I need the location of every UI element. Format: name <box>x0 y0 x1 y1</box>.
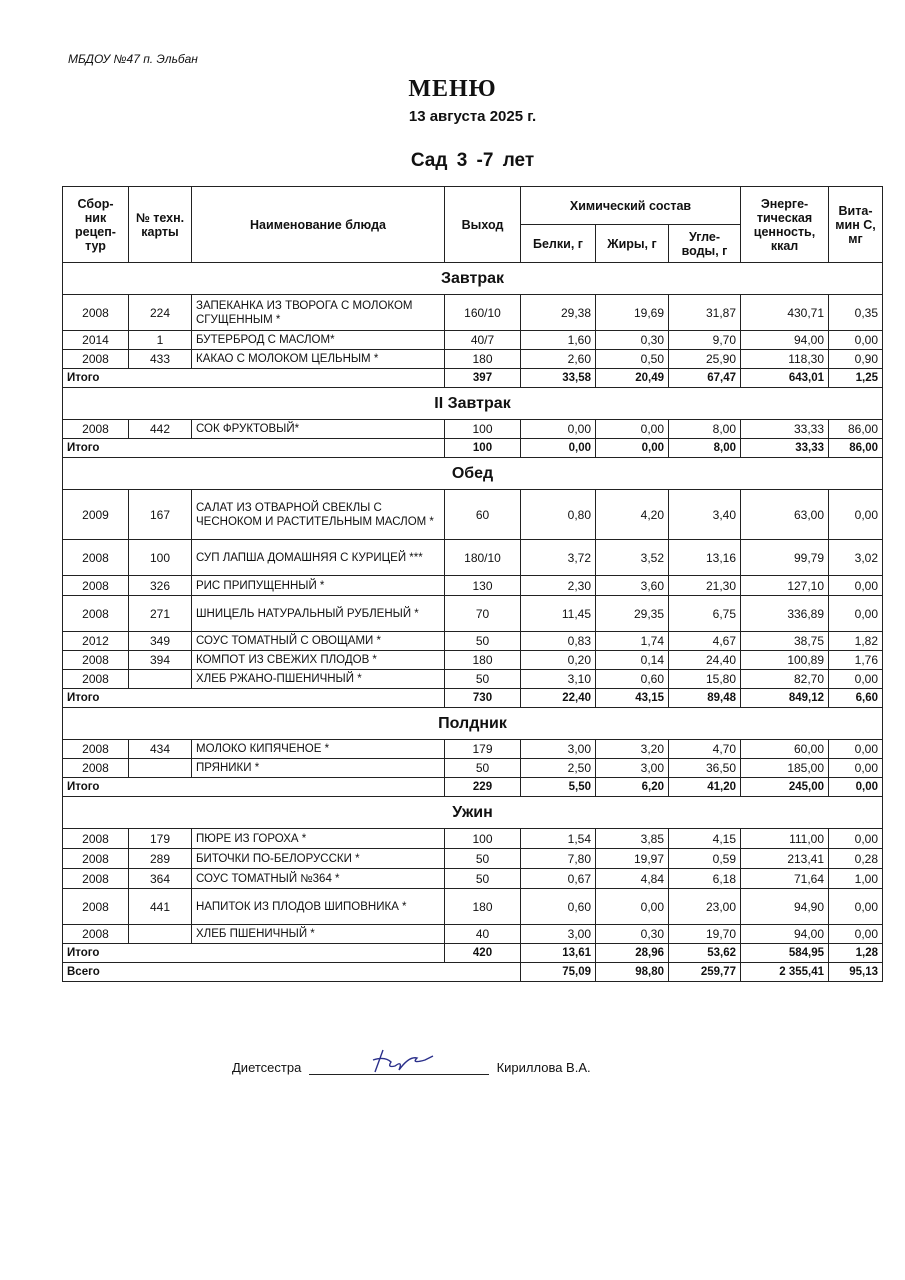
total-fat: 43,15 <box>596 689 669 708</box>
protein-value: 0,83 <box>521 632 596 651</box>
carbs-value: 36,50 <box>669 759 741 778</box>
energy-value: 38,75 <box>741 632 829 651</box>
protein-value: 29,38 <box>521 295 596 331</box>
fat-value: 19,97 <box>596 849 669 869</box>
grand-total-protein: 75,09 <box>521 963 596 982</box>
total-output: 730 <box>445 689 521 708</box>
total-fat: 20,49 <box>596 369 669 388</box>
fat-value: 29,35 <box>596 596 669 632</box>
energy-value: 100,89 <box>741 651 829 670</box>
dish-row <box>63 759 883 778</box>
protein-value: 7,80 <box>521 849 596 869</box>
protein-value: 3,00 <box>521 740 596 759</box>
carbs-value: 15,80 <box>669 670 741 689</box>
dish-output: 130 <box>445 576 521 596</box>
col-fat-header: Жиры, г <box>596 225 669 263</box>
grand-total-row <box>63 963 883 982</box>
signature-line <box>309 1060 489 1075</box>
fat-value: 0,50 <box>596 350 669 369</box>
total-vitamin-c: 1,28 <box>829 944 883 963</box>
recipe-collection: 2008 <box>63 889 129 925</box>
carbs-value: 21,30 <box>669 576 741 596</box>
recipe-collection: 2008 <box>63 651 129 670</box>
protein-value: 3,00 <box>521 925 596 944</box>
dish-name: ЗАПЕКАНКА ИЗ ТВОРОГА С МОЛОКОМ СГУЩЕННЫМ * <box>192 295 445 331</box>
dish-row <box>63 576 883 596</box>
col-card-header: № техн. карты <box>129 187 192 263</box>
recipe-collection: 2008 <box>63 869 129 889</box>
dish-row <box>63 651 883 670</box>
recipe-collection: 2008 <box>63 350 129 369</box>
protein-value: 0,60 <box>521 889 596 925</box>
dish-row <box>63 670 883 689</box>
vitamin-c-value: 0,00 <box>829 490 883 540</box>
dish-name: БУТЕРБРОД С МАСЛОМ* <box>192 331 445 350</box>
dish-output: 60 <box>445 490 521 540</box>
dish-output: 50 <box>445 759 521 778</box>
vitamin-c-value: 0,90 <box>829 350 883 369</box>
total-carbs: 89,48 <box>669 689 741 708</box>
vitamin-c-value: 1,76 <box>829 651 883 670</box>
fat-value: 0,00 <box>596 889 669 925</box>
dish-row <box>63 849 883 869</box>
fat-value: 19,69 <box>596 295 669 331</box>
tech-card-number: 167 <box>129 490 192 540</box>
signature-role: Диетсестра <box>232 1060 302 1075</box>
tech-card-number: 442 <box>129 420 192 439</box>
total-vitamin-c: 6,60 <box>829 689 883 708</box>
total-fat: 0,00 <box>596 439 669 458</box>
dish-output: 180/10 <box>445 540 521 576</box>
dish-row <box>63 829 883 849</box>
energy-value: 94,00 <box>741 331 829 350</box>
dish-name: ХЛЕБ РЖАНО-ПШЕНИЧНЫЙ * <box>192 670 445 689</box>
tech-card-number <box>129 670 192 689</box>
vitamin-c-value: 0,35 <box>829 295 883 331</box>
total-label: Итого <box>63 439 445 458</box>
total-carbs: 53,62 <box>669 944 741 963</box>
energy-value: 33,33 <box>741 420 829 439</box>
energy-value: 213,41 <box>741 849 829 869</box>
protein-value: 2,30 <box>521 576 596 596</box>
carbs-value: 23,00 <box>669 889 741 925</box>
meal-section-row <box>63 263 883 295</box>
carbs-value: 9,70 <box>669 331 741 350</box>
total-label: Итого <box>63 778 445 797</box>
col-output-header: Выход <box>445 187 521 263</box>
handwritten-signature <box>369 1046 439 1076</box>
dish-output: 50 <box>445 869 521 889</box>
protein-value: 0,67 <box>521 869 596 889</box>
recipe-collection: 2008 <box>63 849 129 869</box>
recipe-collection: 2009 <box>63 490 129 540</box>
tech-card-number: 434 <box>129 740 192 759</box>
protein-value: 1,60 <box>521 331 596 350</box>
dish-output: 50 <box>445 849 521 869</box>
dish-output: 180 <box>445 350 521 369</box>
dish-name: ПЮРЕ ИЗ ГОРОХА * <box>192 829 445 849</box>
fat-value: 0,30 <box>596 925 669 944</box>
meal-section-row <box>63 458 883 490</box>
meal-total-row <box>63 369 883 388</box>
meal-section-row <box>63 388 883 420</box>
dish-output: 40/7 <box>445 331 521 350</box>
dish-output: 180 <box>445 651 521 670</box>
total-output: 420 <box>445 944 521 963</box>
dish-name: КАКАО С МОЛОКОМ ЦЕЛЬНЫМ * <box>192 350 445 369</box>
carbs-value: 25,90 <box>669 350 741 369</box>
total-energy: 245,00 <box>741 778 829 797</box>
dish-row <box>63 540 883 576</box>
dish-name: БИТОЧКИ ПО-БЕЛОРУССКИ * <box>192 849 445 869</box>
tech-card-number: 1 <box>129 331 192 350</box>
dish-row <box>63 331 883 350</box>
dish-output: 179 <box>445 740 521 759</box>
carbs-value: 8,00 <box>669 420 741 439</box>
total-energy: 643,01 <box>741 369 829 388</box>
page-title: МЕНЮ <box>408 76 497 102</box>
total-output: 100 <box>445 439 521 458</box>
vitamin-c-value: 0,00 <box>829 925 883 944</box>
fat-value: 0,00 <box>596 420 669 439</box>
total-protein: 33,58 <box>521 369 596 388</box>
meal-title: II Завтрак <box>63 388 883 420</box>
carbs-value: 24,40 <box>669 651 741 670</box>
total-fat: 6,20 <box>596 778 669 797</box>
tech-card-number <box>129 925 192 944</box>
signature-name: Кириллова В.А. <box>496 1060 591 1075</box>
tech-card-number: 326 <box>129 576 192 596</box>
total-vitamin-c: 1,25 <box>829 369 883 388</box>
vitamin-c-value: 0,00 <box>829 331 883 350</box>
protein-value: 3,72 <box>521 540 596 576</box>
fat-value: 1,74 <box>596 632 669 651</box>
total-energy: 849,12 <box>741 689 829 708</box>
tech-card-number: 364 <box>129 869 192 889</box>
dish-output: 50 <box>445 632 521 651</box>
vitamin-c-value: 0,00 <box>829 740 883 759</box>
dish-output: 50 <box>445 670 521 689</box>
vitamin-c-value: 86,00 <box>829 420 883 439</box>
total-carbs: 8,00 <box>669 439 741 458</box>
age-group: Сад 3 -7 лет <box>410 150 535 171</box>
dish-output: 180 <box>445 889 521 925</box>
energy-value: 82,70 <box>741 670 829 689</box>
tech-card-number: 433 <box>129 350 192 369</box>
grand-total-fat: 98,80 <box>596 963 669 982</box>
recipe-collection: 2008 <box>63 576 129 596</box>
energy-value: 127,10 <box>741 576 829 596</box>
meal-title: Завтрак <box>63 263 883 295</box>
carbs-value: 4,70 <box>669 740 741 759</box>
total-protein: 13,61 <box>521 944 596 963</box>
total-carbs: 41,20 <box>669 778 741 797</box>
total-energy: 33,33 <box>741 439 829 458</box>
protein-value: 2,60 <box>521 350 596 369</box>
fat-value: 4,84 <box>596 869 669 889</box>
total-vitamin-c: 86,00 <box>829 439 883 458</box>
total-label: Итого <box>63 689 445 708</box>
energy-value: 60,00 <box>741 740 829 759</box>
vitamin-c-value: 0,28 <box>829 849 883 869</box>
energy-value: 111,00 <box>741 829 829 849</box>
carbs-value: 19,70 <box>669 925 741 944</box>
carbs-value: 0,59 <box>669 849 741 869</box>
col-name-header: Наименование блюда <box>192 187 445 263</box>
total-label: Итого <box>63 369 445 388</box>
col-collection-header: Сбор-ник рецеп-тур <box>63 187 129 263</box>
recipe-collection: 2008 <box>63 540 129 576</box>
fat-value: 3,85 <box>596 829 669 849</box>
vitamin-c-value: 0,00 <box>829 670 883 689</box>
dish-row <box>63 350 883 369</box>
meal-title: Полдник <box>63 708 883 740</box>
protein-value: 0,20 <box>521 651 596 670</box>
energy-value: 118,30 <box>741 350 829 369</box>
dish-name: НАПИТОК ИЗ ПЛОДОВ ШИПОВНИКА * <box>192 889 445 925</box>
grand-total-vitamin-c: 95,13 <box>829 963 883 982</box>
recipe-collection: 2008 <box>63 596 129 632</box>
dish-name: ХЛЕБ ПШЕНИЧНЫЙ * <box>192 925 445 944</box>
col-carbs-header: Угле-воды, г <box>669 225 741 263</box>
recipe-collection: 2008 <box>63 829 129 849</box>
meal-title: Ужин <box>63 797 883 829</box>
tech-card-number: 349 <box>129 632 192 651</box>
dish-name: СОК ФРУКТОВЫЙ* <box>192 420 445 439</box>
total-protein: 0,00 <box>521 439 596 458</box>
menu-date: 13 августа 2025 г. <box>408 108 537 125</box>
dish-output: 40 <box>445 925 521 944</box>
energy-value: 430,71 <box>741 295 829 331</box>
meal-section-row <box>63 797 883 829</box>
fat-value: 0,30 <box>596 331 669 350</box>
dish-name: ШНИЦЕЛЬ НАТУРАЛЬНЫЙ РУБЛЕНЫЙ * <box>192 596 445 632</box>
recipe-collection: 2008 <box>63 420 129 439</box>
tech-card-number: 224 <box>129 295 192 331</box>
recipe-collection: 2008 <box>63 295 129 331</box>
protein-value: 3,10 <box>521 670 596 689</box>
carbs-value: 3,40 <box>669 490 741 540</box>
energy-value: 94,00 <box>741 925 829 944</box>
dish-name: СОУС ТОМАТНЫЙ №364 * <box>192 869 445 889</box>
total-carbs: 67,47 <box>669 369 741 388</box>
tech-card-number: 441 <box>129 889 192 925</box>
fat-value: 3,60 <box>596 576 669 596</box>
col-protein-header: Белки, г <box>521 225 596 263</box>
vitamin-c-value: 1,00 <box>829 869 883 889</box>
dish-row <box>63 420 883 439</box>
tech-card-number: 289 <box>129 849 192 869</box>
tech-card-number: 394 <box>129 651 192 670</box>
grand-total-energy: 2 355,41 <box>741 963 829 982</box>
vitamin-c-value: 0,00 <box>829 576 883 596</box>
carbs-value: 6,75 <box>669 596 741 632</box>
grand-total-carbs: 259,77 <box>669 963 741 982</box>
meal-total-row <box>63 778 883 797</box>
recipe-collection: 2008 <box>63 759 129 778</box>
signature-block <box>232 1060 591 1075</box>
meal-title: Обед <box>63 458 883 490</box>
total-protein: 5,50 <box>521 778 596 797</box>
total-fat: 28,96 <box>596 944 669 963</box>
dish-row <box>63 889 883 925</box>
dish-row <box>63 925 883 944</box>
vitamin-c-value: 0,00 <box>829 889 883 925</box>
dish-row <box>63 295 883 331</box>
fat-value: 3,20 <box>596 740 669 759</box>
total-output: 397 <box>445 369 521 388</box>
total-protein: 22,40 <box>521 689 596 708</box>
dish-output: 70 <box>445 596 521 632</box>
tech-card-number <box>129 759 192 778</box>
tech-card-number: 179 <box>129 829 192 849</box>
protein-value: 0,00 <box>521 420 596 439</box>
dish-name: МОЛОКО КИПЯЧЕНОЕ * <box>192 740 445 759</box>
energy-value: 185,00 <box>741 759 829 778</box>
meal-section-row <box>63 708 883 740</box>
dish-name: РИС ПРИПУЩЕННЫЙ * <box>192 576 445 596</box>
col-chem-header: Химический состав <box>521 187 741 225</box>
fat-value: 3,52 <box>596 540 669 576</box>
grand-total-label: Всего <box>63 963 521 982</box>
total-vitamin-c: 0,00 <box>829 778 883 797</box>
dish-row <box>63 740 883 759</box>
fat-value: 0,60 <box>596 670 669 689</box>
dish-name: ПРЯНИКИ * <box>192 759 445 778</box>
carbs-value: 4,67 <box>669 632 741 651</box>
protein-value: 2,50 <box>521 759 596 778</box>
vitamin-c-value: 1,82 <box>829 632 883 651</box>
dish-row <box>63 632 883 651</box>
tech-card-number: 100 <box>129 540 192 576</box>
energy-value: 63,00 <box>741 490 829 540</box>
vitamin-c-value: 0,00 <box>829 759 883 778</box>
recipe-collection: 2014 <box>63 331 129 350</box>
vitamin-c-value: 0,00 <box>829 596 883 632</box>
total-label: Итого <box>63 944 445 963</box>
dish-output: 100 <box>445 829 521 849</box>
menu-table <box>62 186 883 982</box>
dish-name: СУП ЛАПША ДОМАШНЯЯ С КУРИЦЕЙ *** <box>192 540 445 576</box>
carbs-value: 13,16 <box>669 540 741 576</box>
dish-row <box>63 869 883 889</box>
total-energy: 584,95 <box>741 944 829 963</box>
energy-value: 336,89 <box>741 596 829 632</box>
recipe-collection: 2008 <box>63 740 129 759</box>
carbs-value: 6,18 <box>669 869 741 889</box>
tech-card-number: 271 <box>129 596 192 632</box>
vitamin-c-value: 3,02 <box>829 540 883 576</box>
recipe-collection: 2012 <box>63 632 129 651</box>
dish-output: 160/10 <box>445 295 521 331</box>
meal-total-row <box>63 944 883 963</box>
protein-value: 0,80 <box>521 490 596 540</box>
energy-value: 71,64 <box>741 869 829 889</box>
recipe-collection: 2008 <box>63 925 129 944</box>
total-output: 229 <box>445 778 521 797</box>
col-vitamin-header: Вита-мин С, мг <box>829 187 883 263</box>
fat-value: 0,14 <box>596 651 669 670</box>
dish-row <box>63 490 883 540</box>
dish-name: СОУС ТОМАТНЫЙ С ОВОЩАМИ * <box>192 632 445 651</box>
dish-output: 100 <box>445 420 521 439</box>
carbs-value: 31,87 <box>669 295 741 331</box>
protein-value: 1,54 <box>521 829 596 849</box>
meal-total-row <box>63 689 883 708</box>
energy-value: 99,79 <box>741 540 829 576</box>
vitamin-c-value: 0,00 <box>829 829 883 849</box>
col-energy-header: Энерге-тическая ценность, ккал <box>741 187 829 263</box>
recipe-collection: 2008 <box>63 670 129 689</box>
organization-name: МБДОУ №47 п. Эльбан <box>68 52 198 66</box>
dish-row <box>63 596 883 632</box>
dish-name: КОМПОТ ИЗ СВЕЖИХ ПЛОДОВ * <box>192 651 445 670</box>
dish-name: САЛАТ ИЗ ОТВАРНОЙ СВЕКЛЫ С ЧЕСНОКОМ И РАСТИТЕЛЬНЫМ МАСЛОМ * <box>192 490 445 540</box>
fat-value: 3,00 <box>596 759 669 778</box>
carbs-value: 4,15 <box>669 829 741 849</box>
energy-value: 94,90 <box>741 889 829 925</box>
fat-value: 4,20 <box>596 490 669 540</box>
protein-value: 11,45 <box>521 596 596 632</box>
meal-total-row <box>63 439 883 458</box>
